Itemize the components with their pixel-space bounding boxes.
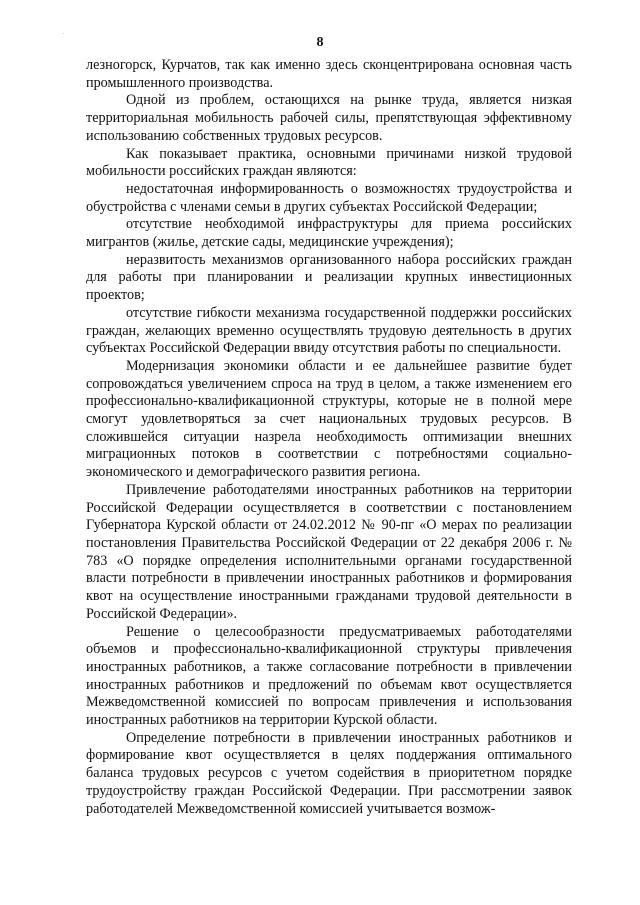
paragraph-decision: Решение о целесообразности предусматриваемых работодателями объемов и профессионально-квалификационной структуры привлечения иностранных работников, а также согласование потребности в привлечении иностранных работников и предложений по объемам квот осуществляется Межведомственной комиссией по вопросам привлечения и использования иностранных работников на территории Курской области. xyxy=(86,623,572,729)
paragraph-quota-definition: Определение потребности в привлечении иностранных работников и формирование квот осуществляется в целях поддержания оптимального баланса трудовых ресурсов с учетом содействия в приоритетном порядке трудоустройству граждан Российской Федерации. При рассмотрении заявок работодателей Межведомственной комиссией учитывается возмож- xyxy=(86,729,572,817)
page-number: 8 xyxy=(316,35,324,50)
list-item-recruitment: неразвитость механизмов организованного набора российских граждан для работы при планировании и реализации крупных инвестиционных проектов; xyxy=(86,251,572,304)
paragraph-mobility-problem: Одной из проблем, остающихся на рынке труда, является низкая территориальная мобильность рабочей силы, препятствующая эффективному использованию собственных трудовых ресурсов. xyxy=(86,92,572,144)
scan-mark xyxy=(63,33,64,34)
document-body xyxy=(86,57,572,818)
list-item-information: недостаточная информированность о возможностях трудоустройства и обустройства с членами семьи в других субъектах Российской Федерации; xyxy=(86,180,572,215)
list-item-support: отсутствие гибкости механизма государственной поддержки российских граждан, желающих временно осуществлять трудовую деятельность в других субъектах Российской Федерации ввиду отсутствия работы по специальности. xyxy=(86,304,572,357)
list-item-infrastructure: отсутствие необходимой инфраструктуры для приема российских мигрантов (жилье, детские сады, медицинские учреждения); xyxy=(86,216,572,251)
paragraph-modernization: Модернизация экономики области и ее дальнейшее развитие будет сопровождаться увеличением спроса на труд в целом, а также изменением его профессионально-квалификационной структуры, которые не в полной мере смогут удовлетворяться за счет национальных трудовых ресурсов. В сложившейся ситуации назрела необходимость оптимизации внешних миграционных потоков в соответствии с потребностями социально-экономического и демографического развития региона. xyxy=(86,357,572,481)
paragraph-causes-intro: Как показывает практика, основными причинами низкой трудовой мобильности российских граждан являются: xyxy=(86,145,572,180)
paragraph-foreign-workers: Привлечение работодателями иностранных работников на территории Российской Федерации осуществляется в соответствии с постановлением Губернатора Курской области от 24.02.2012 № 90-пг «О мерах по реализации постановления Правительства Российской Федерации от 22 декабря 2006 г. № 783 «О порядке определения исполнительными органами государственной власти потребности в привлечении иностранных работников и формирования квот на осуществление иностранными гражданами трудовой деятельности в Российской Федерации». xyxy=(86,481,572,622)
paragraph-continuation: лезногорск, Курчатов, так как именно здесь сконцентрирована основная часть промышленного производства. xyxy=(86,57,572,91)
